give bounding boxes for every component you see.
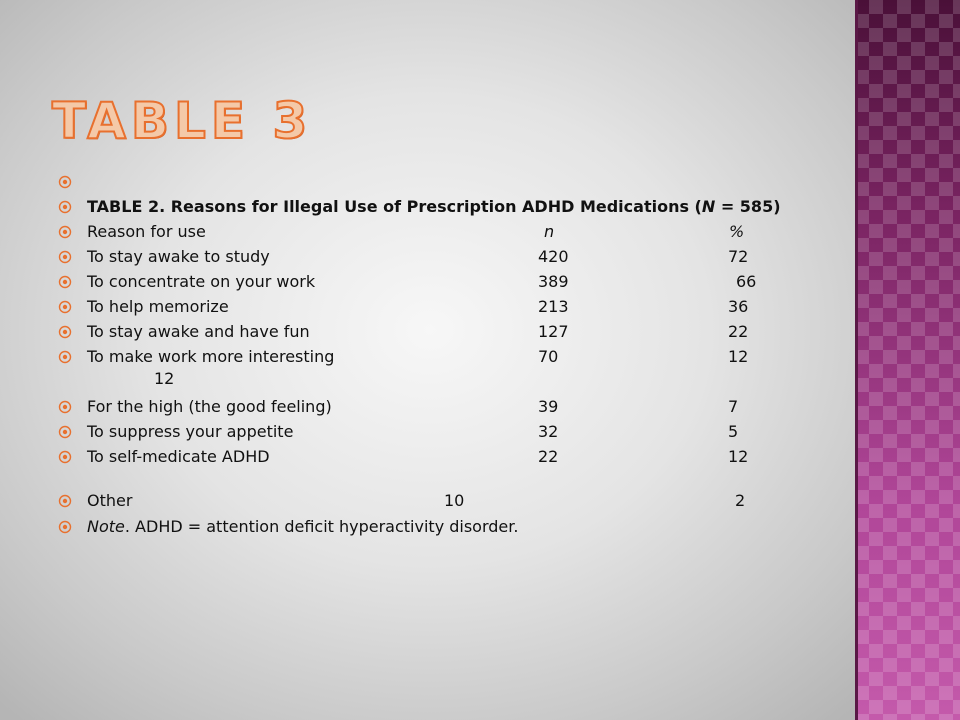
- row-n: 39: [538, 397, 559, 416]
- row-n: 127: [538, 322, 569, 341]
- table-row: [58, 247, 848, 269]
- row-reason: To stay awake to study: [87, 247, 270, 266]
- table-row: [58, 322, 848, 344]
- header-reason: Reason for use: [87, 222, 206, 241]
- caption-prefix: TABLE 2. Reasons for Illegal Use of Prescription ADHD Medications (: [87, 197, 702, 216]
- circled-dot-bullet-icon: [58, 520, 72, 534]
- circled-dot-bullet-icon: [58, 325, 72, 339]
- circled-dot-bullet-icon: [58, 225, 72, 239]
- row-reason: To help memorize: [87, 297, 229, 316]
- table-caption: [58, 197, 848, 219]
- table-header-row: [58, 222, 848, 244]
- row-reason: To concentrate on your work: [87, 272, 316, 291]
- side-strip-edge: [855, 0, 858, 720]
- decorative-side-strip: [855, 0, 960, 720]
- caption-n: N: [701, 197, 716, 216]
- table-row: [58, 347, 848, 391]
- table-row: [58, 447, 848, 469]
- row-reason: To self-medicate ADHD: [87, 447, 270, 466]
- row-reason: To suppress your appetite: [87, 422, 294, 441]
- circled-dot-bullet-icon: [58, 250, 72, 264]
- row-n: 32: [538, 422, 559, 441]
- row-overflow-value: 12: [154, 369, 175, 388]
- row-pct: 72: [728, 247, 749, 266]
- row-reason: To make work more interesting: [87, 347, 335, 366]
- circled-dot-bullet-icon: [58, 400, 72, 414]
- row-pct: 2: [735, 491, 746, 510]
- circled-dot-bullet-icon: [58, 300, 72, 314]
- caption-suffix: = 585): [715, 197, 781, 216]
- note-text: . ADHD = attention deficit hyperactivity disorder.: [124, 517, 519, 536]
- row-pct: 5: [728, 422, 739, 441]
- table-row: [58, 272, 848, 294]
- circled-dot-bullet-icon: [58, 350, 72, 364]
- slide-title: TABLE 3: [52, 92, 313, 150]
- row-pct: 12: [728, 347, 749, 366]
- table-row-other: [58, 491, 848, 513]
- table-row: [58, 422, 848, 444]
- header-n: n: [544, 222, 555, 241]
- row-pct: 7: [728, 397, 739, 416]
- circled-dot-bullet-icon: [58, 494, 72, 508]
- row-n: 420: [538, 247, 569, 266]
- row-n: 389: [538, 272, 569, 291]
- row-reason: To stay awake and have fun: [87, 322, 310, 341]
- header-pct: %: [729, 222, 745, 241]
- row-pct: 36: [728, 297, 749, 316]
- circled-dot-bullet-icon: [58, 175, 72, 189]
- circled-dot-bullet-icon: [58, 425, 72, 439]
- row-pct: 22: [728, 322, 749, 341]
- row-pct: 12: [728, 447, 749, 466]
- list-item-empty: [58, 172, 848, 194]
- note-label: Note: [87, 517, 125, 536]
- circled-dot-bullet-icon: [58, 450, 72, 464]
- table-row: [58, 297, 848, 319]
- table-note: [58, 517, 848, 539]
- row-n: 10: [444, 491, 465, 510]
- table-row: [58, 397, 848, 419]
- row-reason: Other: [87, 491, 133, 510]
- row-n: 22: [538, 447, 559, 466]
- row-n: 213: [538, 297, 569, 316]
- row-reason: For the high (the good feeling): [87, 397, 332, 416]
- circled-dot-bullet-icon: [58, 200, 72, 214]
- row-pct: 66: [736, 272, 757, 291]
- row-n: 70: [538, 347, 559, 366]
- circled-dot-bullet-icon: [58, 275, 72, 289]
